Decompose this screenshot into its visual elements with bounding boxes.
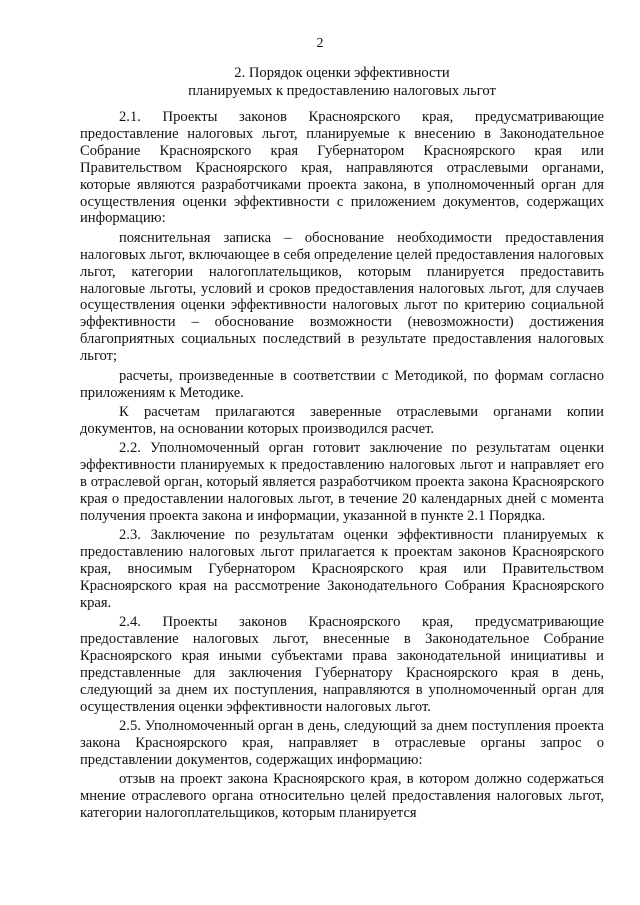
paragraph-2-1: 2.1. Проекты законов Красноярского края, предусматривающие предоставление налоговых льгот, планируемые к внесению в Законодательное Собрание Красноярского края Губернатором Красноярского края или Правительством Красноярского края, направляются отраслевыми органами, которые являются разработчиками проекта закона, в уполномоченный орган для осуществления оценки эффективности с приложением документов, содержащих информацию:: [80, 109, 604, 227]
paragraph-calculations: расчеты, произведенные в соответствии с Методикой, по формам согласно приложениям к Методике.: [80, 367, 604, 401]
page-number: 2: [316, 36, 324, 51]
section-title-line-2: планируемых к предоставлению налоговых льгот: [188, 83, 496, 99]
paragraph-2-2: 2.2. Уполномоченный орган готовит заключение по результатам оценки эффективности планируемых к предоставлению налоговых льгот и направляет его в отраслевой орган, который является разработчиком проекта закона Красноярского края о предоставлении налоговых льгот, в течение 20 календарных дней с момента получения проекта закона и информации, указанной в пункте 2.1 Порядка.: [80, 440, 604, 524]
section-title: [80, 64, 604, 100]
paragraph-2-4: 2.4. Проекты законов Красноярского края, предусматривающие предоставление налоговых льгот, внесенные в Законодательное Собрание Красноярского края иными субъектами права законодательной инициативы и представленные для заключения Губернатору Красноярского края в день, следующий за днем их поступления, направляются в уполномоченный орган для осуществления оценки эффективности налоговых льгот.: [80, 614, 604, 715]
section-title-line-1: 2. Порядок оценки эффективности: [234, 65, 450, 81]
paragraph-attachments: К расчетам прилагаются заверенные отраслевыми органами копии документов, на основании которых производился расчет.: [80, 403, 604, 437]
document-body: [80, 109, 604, 825]
paragraph-2-5: 2.5. Уполномоченный орган в день, следующий за днем поступления проекта закона Красноярского края, направляет в отраслевые органы запрос о представлении документов, содержащих информацию:: [80, 718, 604, 769]
paragraph-2-3: 2.3. Заключение по результатам оценки эффективности планируемых к предоставлению налоговых льгот прилагается к проектам законов Красноярского края, вносимым Губернатором Красноярского края или Правительством Красноярского края на рассмотрение Законодательного Собрания Красноярского края.: [80, 527, 604, 611]
paragraph-explanatory-note: пояснительная записка – обоснование необходимости предоставления налоговых льгот, включающее в себя определение целей предоставления налоговых льгот, категории налогоплательщиков, которым планируется предоставить налоговые льготы, условий и сроков предоставления налоговых льгот, для случаев осуществления оценки эффективности налоговых льгот по критерию социальной эффективности – обоснование возможности (невозможности) достижения благоприятных социальных последствий в результате предоставления налоговых льгот;: [80, 229, 604, 365]
paragraph-review: отзыв на проект закона Красноярского края, в котором должно содержаться мнение отраслевого органа относительно целей предоставления налоговых льгот, категории налогоплательщиков, которым планируется: [80, 771, 604, 822]
